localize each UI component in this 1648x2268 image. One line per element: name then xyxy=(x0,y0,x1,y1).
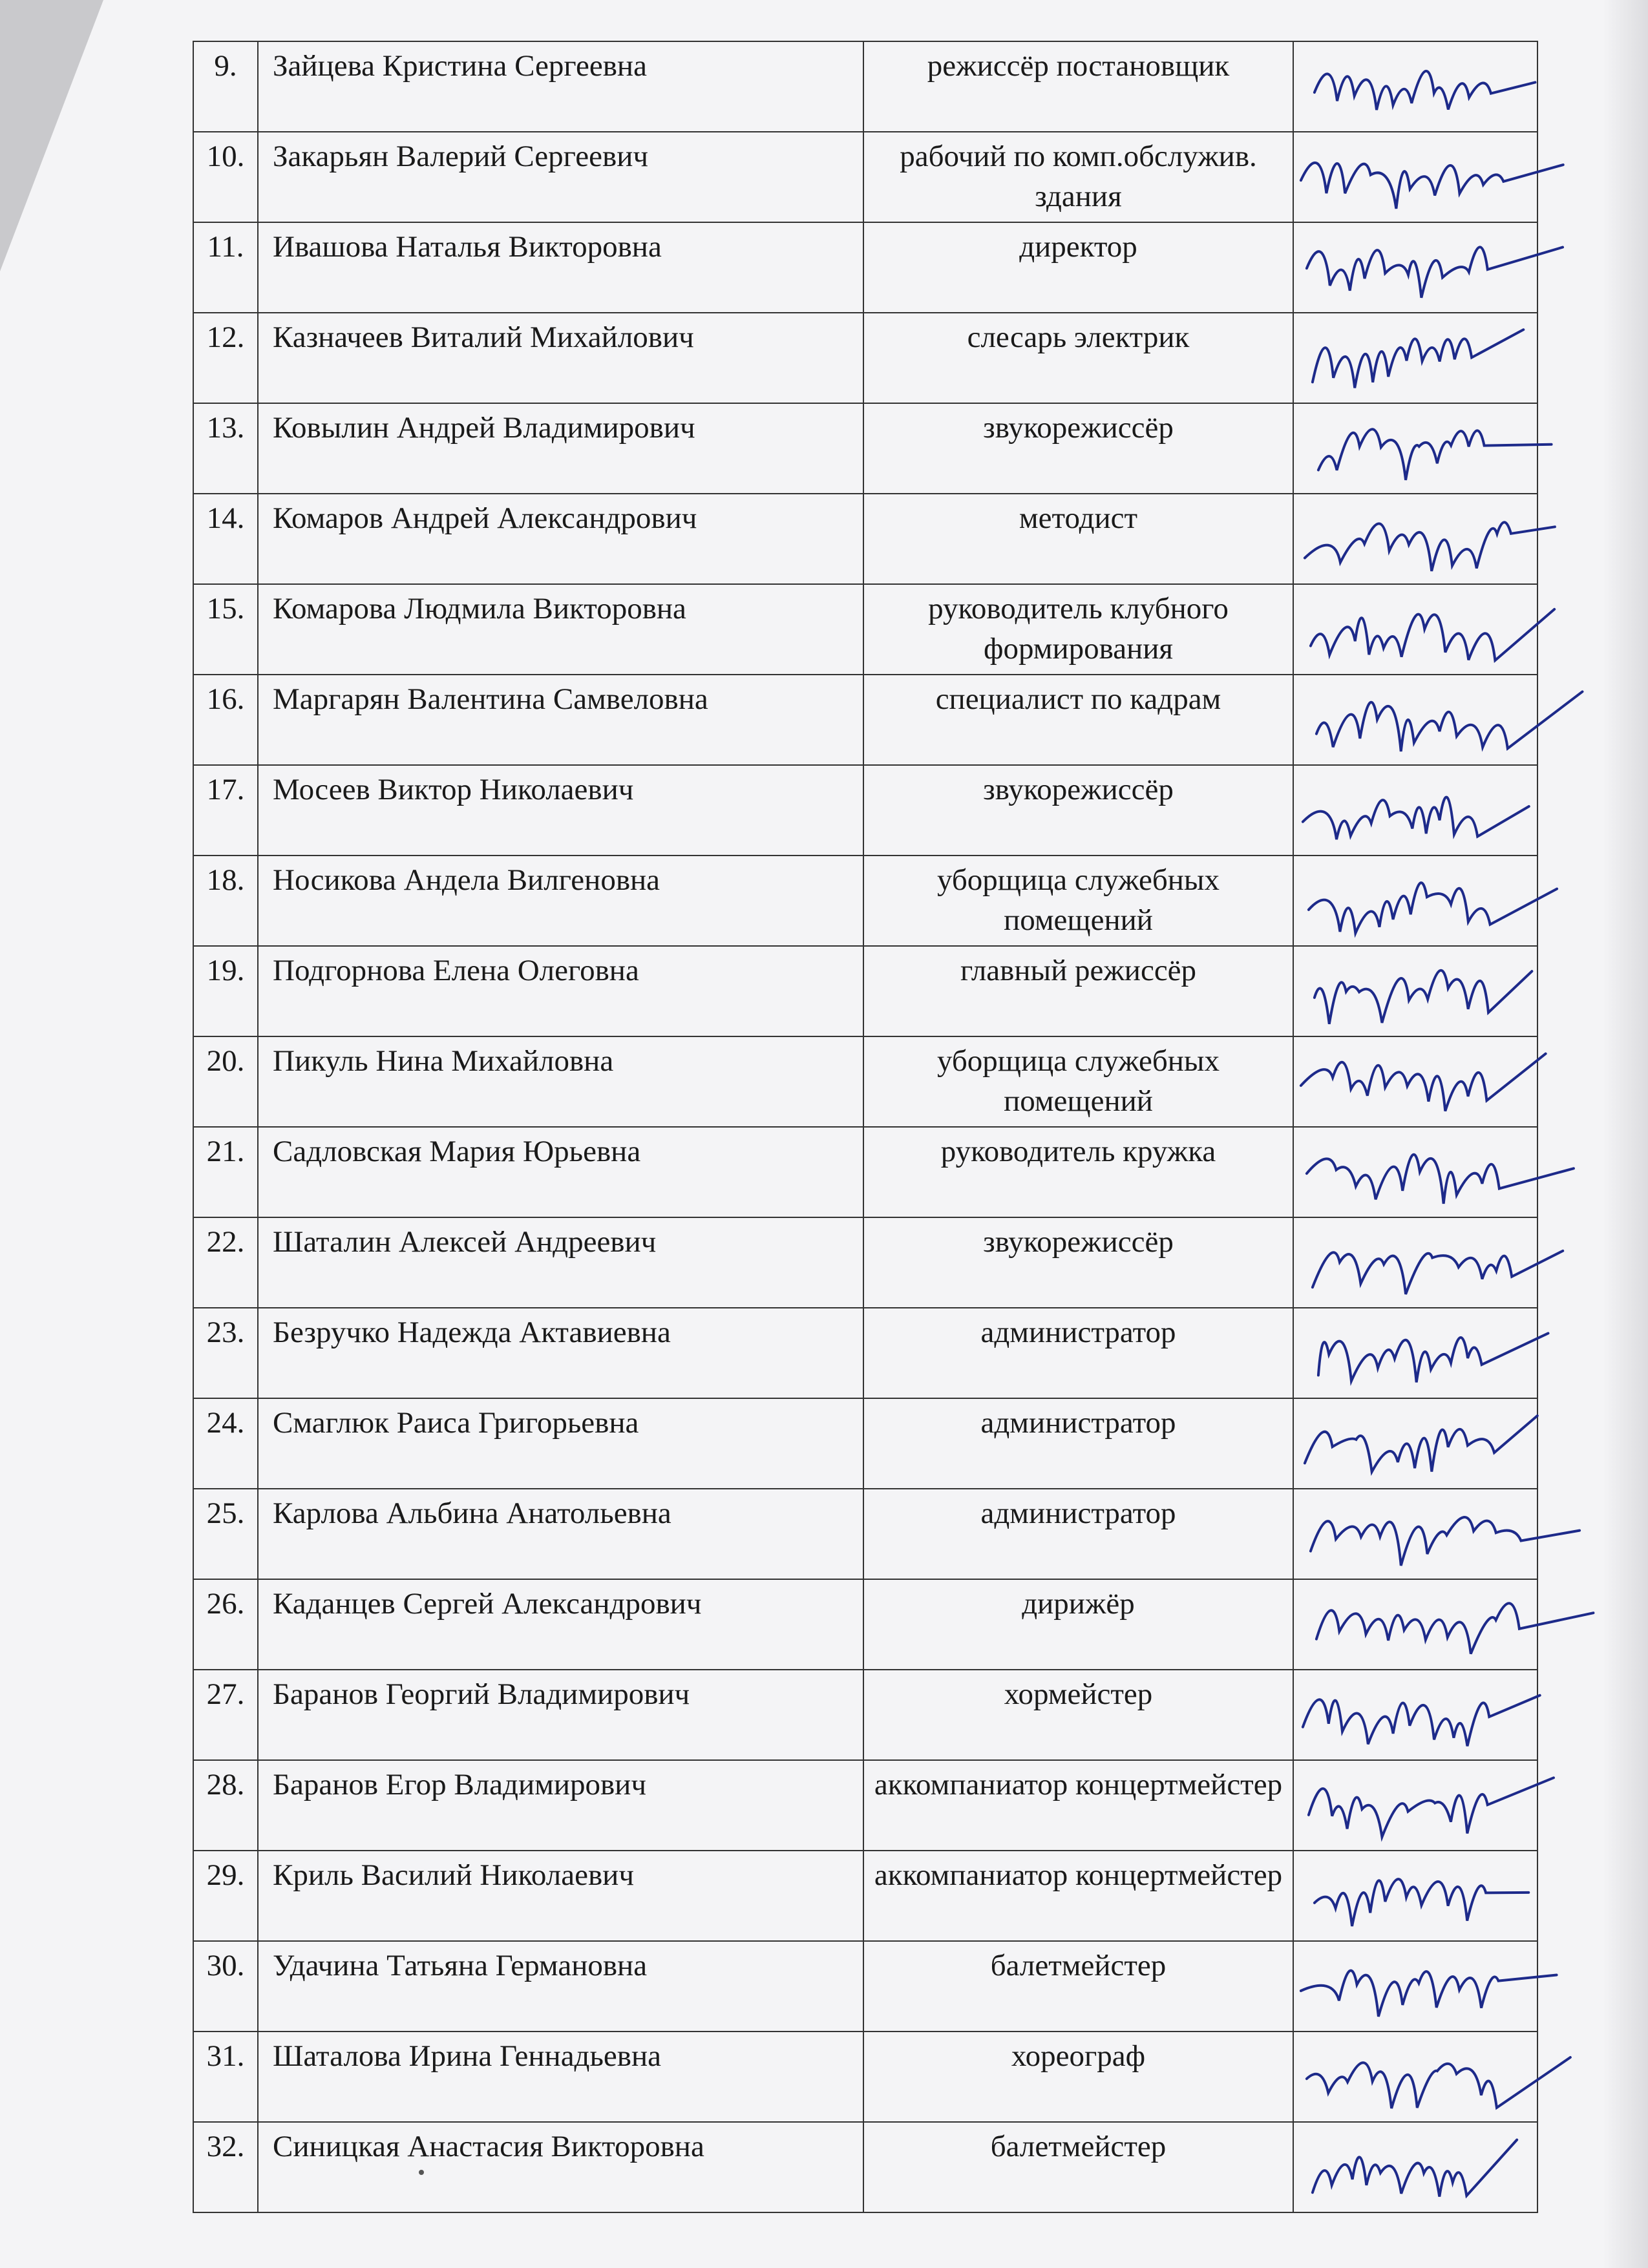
row-number: 10. xyxy=(193,132,258,222)
signature-cell xyxy=(1293,1941,1537,2032)
employee-name: Маргарян Валентина Самвеловна xyxy=(258,675,863,765)
signature-cell xyxy=(1293,132,1537,222)
signature-cell xyxy=(1293,946,1537,1036)
signature-stroke xyxy=(1305,1416,1537,1472)
signature-cell xyxy=(1293,1217,1537,1308)
employee-name: Закарьян Валерий Сергеевич xyxy=(258,132,863,222)
signature-cell xyxy=(1293,1489,1537,1579)
employee-position: уборщица служебных помещений xyxy=(863,856,1293,946)
signature-stroke xyxy=(1309,883,1557,933)
table-row xyxy=(193,403,1537,494)
row-number: 15. xyxy=(193,584,258,675)
employee-name: Ковылин Андрей Владимирович xyxy=(258,403,863,494)
table-row xyxy=(193,1308,1537,1398)
scan-speck xyxy=(419,2170,424,2175)
table-row xyxy=(193,494,1537,584)
signature-cell xyxy=(1293,2122,1537,2212)
row-number: 31. xyxy=(193,2032,258,2122)
employee-position: балетмейстер xyxy=(863,2122,1293,2212)
employee-name: Комаров Андрей Александрович xyxy=(258,494,863,584)
employee-name: Баранов Егор Владимирович xyxy=(258,1760,863,1851)
row-number: 18. xyxy=(193,856,258,946)
signature-cell xyxy=(1293,494,1537,584)
signature-stroke xyxy=(1315,71,1535,110)
signature-stroke xyxy=(1307,247,1563,297)
table-row xyxy=(193,856,1537,946)
signature-stroke xyxy=(1318,1333,1548,1382)
employee-position: звукорежиссёр xyxy=(863,403,1293,494)
table-row xyxy=(193,1036,1537,1127)
employee-position: хореограф xyxy=(863,2032,1293,2122)
signature-cell xyxy=(1293,584,1537,675)
employee-position: администратор xyxy=(863,1398,1293,1489)
employee-name: Криль Василий Николаевич xyxy=(258,1851,863,1941)
table-row xyxy=(193,313,1537,403)
table-row xyxy=(193,1851,1537,1941)
row-number: 20. xyxy=(193,1036,258,1127)
row-number: 12. xyxy=(193,313,258,403)
row-number: 21. xyxy=(193,1127,258,1217)
employee-position: методист xyxy=(863,494,1293,584)
employee-name: Ивашова Наталья Викторовна xyxy=(258,222,863,313)
signature-cell xyxy=(1293,765,1537,856)
signature-cell xyxy=(1293,1760,1537,1851)
table-row xyxy=(193,2122,1537,2212)
signature-cell xyxy=(1293,1127,1537,1217)
signature-cell xyxy=(1293,2032,1537,2122)
employee-position: специалист по кадрам xyxy=(863,675,1293,765)
employee-position: звукорежиссёр xyxy=(863,1217,1293,1308)
staff-signature-table xyxy=(193,41,1538,2213)
employee-name: Комарова Людмила Викторовна xyxy=(258,584,863,675)
row-number: 9. xyxy=(193,41,258,132)
signature-stroke xyxy=(1303,1696,1540,1747)
employee-position: руководитель кружка xyxy=(863,1127,1293,1217)
table-row xyxy=(193,222,1537,313)
employee-name: Мосеев Виктор Николаевич xyxy=(258,765,863,856)
row-number: 17. xyxy=(193,765,258,856)
employee-position: рабочий по комп.обслужив. здания xyxy=(863,132,1293,222)
signature-stroke xyxy=(1315,971,1532,1024)
table-row xyxy=(193,765,1537,856)
row-number: 16. xyxy=(193,675,258,765)
row-number: 26. xyxy=(193,1579,258,1670)
employee-name: Зайцева Кристина Сергеевна xyxy=(258,41,863,132)
signature-cell xyxy=(1293,313,1537,403)
signature-stroke xyxy=(1316,691,1583,751)
signature-cell xyxy=(1293,1308,1537,1398)
signature-stroke xyxy=(1313,2140,1517,2197)
table-row xyxy=(193,1941,1537,2032)
signature-cell xyxy=(1293,1670,1537,1760)
signature-cell xyxy=(1293,403,1537,494)
signature-stroke xyxy=(1313,1251,1563,1294)
row-number: 11. xyxy=(193,222,258,313)
employee-position: режиссёр постановщик xyxy=(863,41,1293,132)
signature-stroke xyxy=(1307,1155,1574,1204)
employee-name: Шаталова Ирина Геннадьевна xyxy=(258,2032,863,2122)
employee-position: балетмейстер xyxy=(863,1941,1293,2032)
handwritten-signature xyxy=(1287,2110,1546,2220)
table-row xyxy=(193,1760,1537,1851)
employee-name: Шаталин Алексей Андреевич xyxy=(258,1217,863,1308)
row-number: 24. xyxy=(193,1398,258,1489)
row-number: 29. xyxy=(193,1851,258,1941)
row-number: 14. xyxy=(193,494,258,584)
row-number: 28. xyxy=(193,1760,258,1851)
employee-name: Подгорнова Елена Олеговна xyxy=(258,946,863,1036)
table-row xyxy=(193,1217,1537,1308)
signature-stroke xyxy=(1309,1778,1554,1837)
employee-name: Пикуль Нина Михайловна xyxy=(258,1036,863,1127)
signature-stroke xyxy=(1307,2057,1570,2108)
employee-position: руководитель клубного формирования xyxy=(863,584,1293,675)
table-row xyxy=(193,2032,1537,2122)
signature-cell xyxy=(1293,675,1537,765)
employee-position: дирижёр xyxy=(863,1579,1293,1670)
employee-name: Носикова Андела Вилгеновна xyxy=(258,856,863,946)
signature-cell xyxy=(1293,1579,1537,1670)
signature-stroke xyxy=(1318,429,1552,480)
signature-stroke xyxy=(1315,1879,1528,1926)
employee-position: администратор xyxy=(863,1489,1293,1579)
scan-edge-shadow xyxy=(1603,0,1648,2268)
employee-position: аккомпаниатор концертмейстер xyxy=(863,1851,1293,1941)
signature-stroke xyxy=(1311,609,1554,660)
row-number: 25. xyxy=(193,1489,258,1579)
employee-name: Карлова Альбина Анатольевна xyxy=(258,1489,863,1579)
signature-stroke xyxy=(1313,330,1523,388)
signature-cell xyxy=(1293,1398,1537,1489)
signature-stroke xyxy=(1316,1603,1593,1654)
employee-name: Смаглюк Раиса Григорьевна xyxy=(258,1398,863,1489)
signature-stroke xyxy=(1301,1971,1557,2017)
employee-name: Садловская Мария Юрьевна xyxy=(258,1127,863,1217)
table-row xyxy=(193,946,1537,1036)
table-row xyxy=(193,1398,1537,1489)
signature-cell xyxy=(1293,222,1537,313)
row-number: 13. xyxy=(193,403,258,494)
row-number: 32. xyxy=(193,2122,258,2212)
row-number: 30. xyxy=(193,1941,258,2032)
employee-name: Казначеев Виталий Михайлович xyxy=(258,313,863,403)
table-row xyxy=(193,41,1537,132)
employee-position: администратор xyxy=(863,1308,1293,1398)
employee-name: Безручко Надежда Актавиевна xyxy=(258,1308,863,1398)
table-row xyxy=(193,1489,1537,1579)
signature-cell xyxy=(1293,1851,1537,1941)
table-row xyxy=(193,1670,1537,1760)
employee-position: уборщица служебных помещений xyxy=(863,1036,1293,1127)
employee-position: слесарь электрик xyxy=(863,313,1293,403)
row-number: 19. xyxy=(193,946,258,1036)
employee-position: звукорежиссёр xyxy=(863,765,1293,856)
employee-position: аккомпаниатор концертмейстер xyxy=(863,1760,1293,1851)
employee-name: Каданцев Сергей Александрович xyxy=(258,1579,863,1670)
row-number: 27. xyxy=(193,1670,258,1760)
row-number: 23. xyxy=(193,1308,258,1398)
signature-stroke xyxy=(1301,163,1563,209)
signature-cell xyxy=(1293,1036,1537,1127)
table-row xyxy=(193,675,1537,765)
employee-name: Баранов Георгий Владимирович xyxy=(258,1670,863,1760)
row-number: 22. xyxy=(193,1217,258,1308)
employee-position: главный режиссёр xyxy=(863,946,1293,1036)
employee-name: Удачина Татьяна Германовна xyxy=(258,1941,863,2032)
employee-position: директор xyxy=(863,222,1293,313)
folded-page-corner xyxy=(0,0,103,271)
table-row xyxy=(193,1579,1537,1670)
signature-cell xyxy=(1293,41,1537,132)
table-row xyxy=(193,1127,1537,1217)
signature-stroke xyxy=(1311,1517,1579,1566)
employee-position: хормейстер xyxy=(863,1670,1293,1760)
signature-cell xyxy=(1293,856,1537,946)
signature-stroke xyxy=(1305,522,1555,571)
table-row xyxy=(193,132,1537,222)
table-row xyxy=(193,584,1537,675)
signature-stroke xyxy=(1301,1054,1546,1111)
signature-stroke xyxy=(1303,797,1529,839)
employee-name: Синицкая Анастасия Викторовна xyxy=(258,2122,863,2212)
